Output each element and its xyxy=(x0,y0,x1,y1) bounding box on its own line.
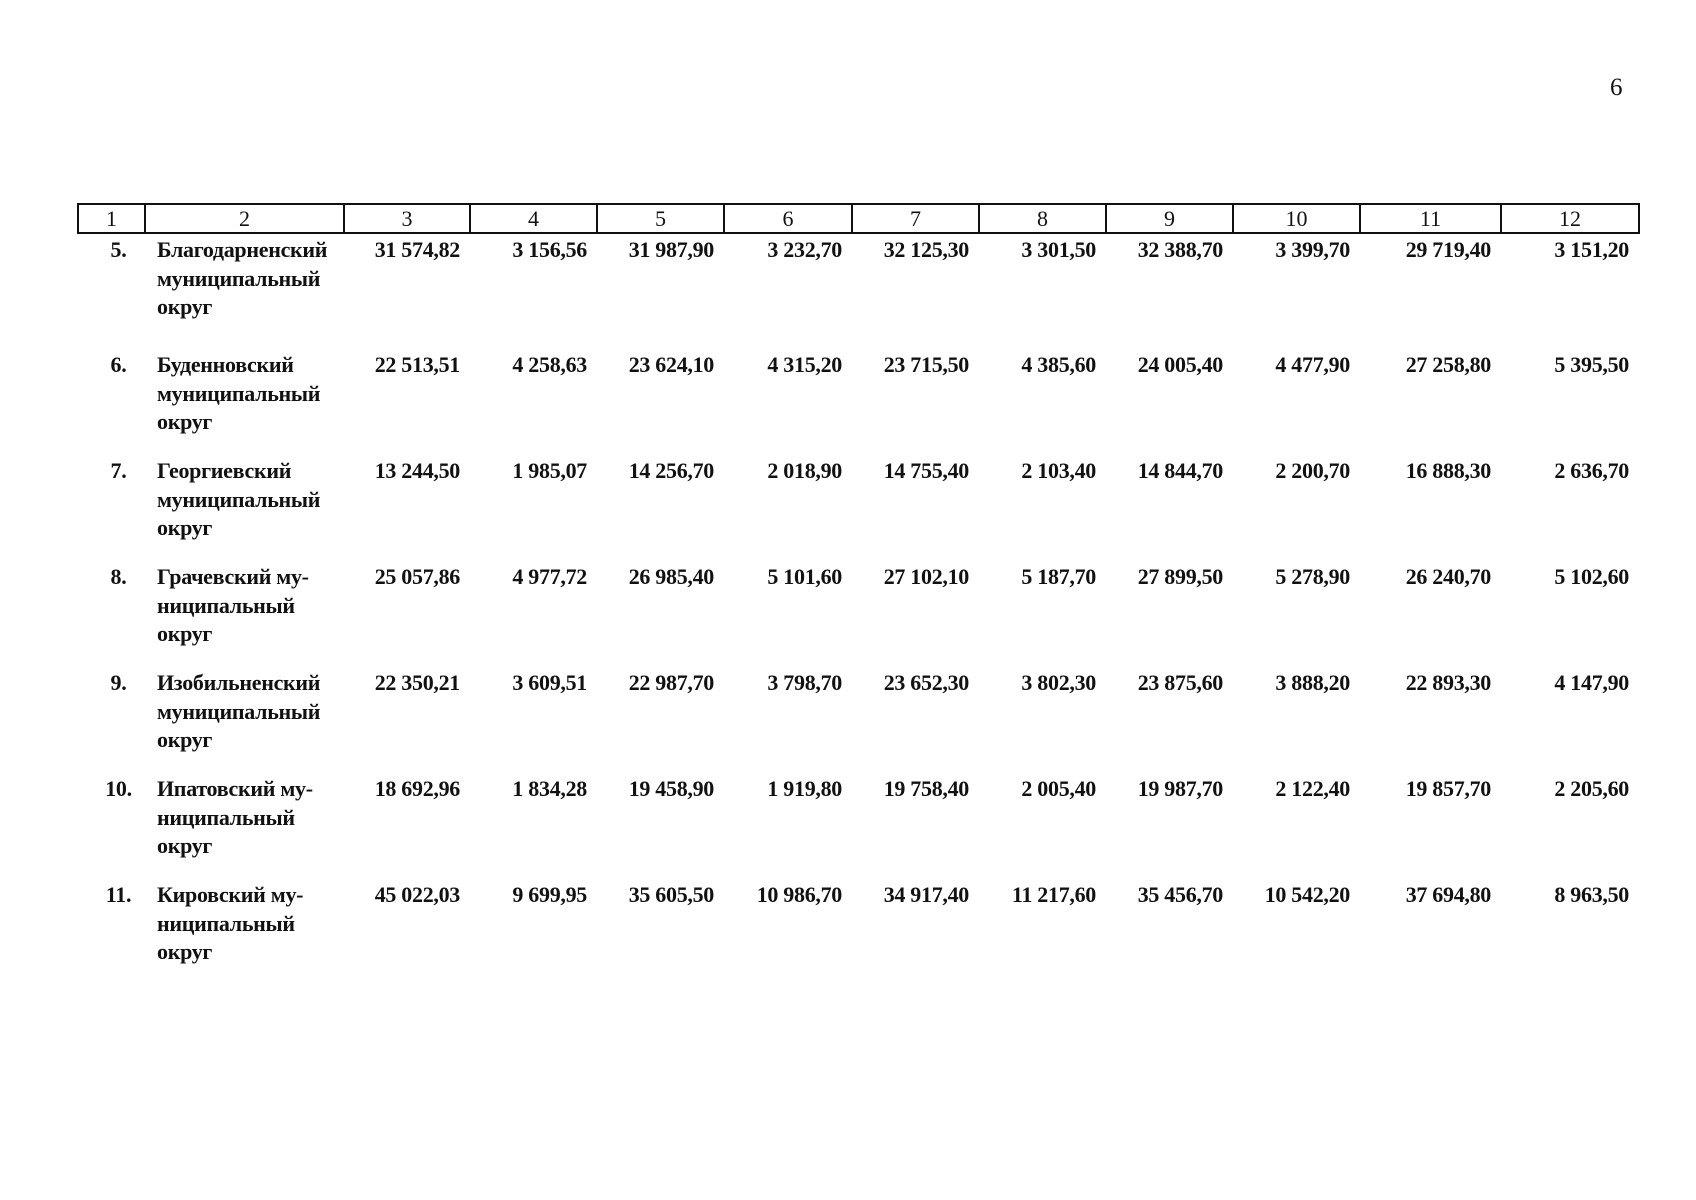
value-cell: 34 917,40 xyxy=(883,882,969,907)
table-row xyxy=(78,769,1639,875)
row-index: 6. xyxy=(110,352,127,377)
value-cell: 32 388,70 xyxy=(1137,237,1223,262)
row-index: 8. xyxy=(110,564,127,589)
value-cell: 3 609,51 xyxy=(512,670,587,695)
column-header: 11 xyxy=(1360,204,1501,233)
row-name: Грачевский му-ниципальный округ xyxy=(157,564,309,646)
value-cell: 19 987,70 xyxy=(1137,776,1223,801)
table-row xyxy=(78,875,1639,981)
value-cell: 23 624,10 xyxy=(628,352,714,377)
value-cell: 2 122,40 xyxy=(1275,776,1350,801)
value-cell: 3 802,30 xyxy=(1021,670,1096,695)
row-name: Ипатовский му-ниципальный округ xyxy=(157,776,313,858)
value-cell: 22 893,30 xyxy=(1405,670,1491,695)
row-name: Кировский му-ниципальный округ xyxy=(157,882,304,964)
column-header: 6 xyxy=(724,204,852,233)
table-row xyxy=(78,451,1639,557)
value-cell: 10 542,20 xyxy=(1264,882,1350,907)
value-cell: 1 919,80 xyxy=(767,776,842,801)
value-cell: 31 987,90 xyxy=(628,237,714,262)
row-index: 7. xyxy=(110,458,127,483)
value-cell: 35 456,70 xyxy=(1137,882,1223,907)
value-cell: 16 888,30 xyxy=(1405,458,1491,483)
column-header: 8 xyxy=(979,204,1106,233)
value-cell: 24 005,40 xyxy=(1137,352,1223,377)
value-cell: 25 057,86 xyxy=(374,564,460,589)
value-cell: 37 694,80 xyxy=(1405,882,1491,907)
value-cell: 3 232,70 xyxy=(767,237,842,262)
value-cell: 19 758,40 xyxy=(883,776,969,801)
page-number: 6 xyxy=(1610,74,1623,101)
row-index: 11. xyxy=(105,882,132,907)
value-cell: 29 719,40 xyxy=(1405,237,1491,262)
value-cell: 4 258,63 xyxy=(512,352,587,377)
column-header: 12 xyxy=(1501,204,1639,233)
table-row xyxy=(78,557,1639,663)
value-cell: 32 125,30 xyxy=(883,237,969,262)
value-cell: 4 147,90 xyxy=(1554,670,1629,695)
data-table xyxy=(77,203,1640,981)
value-cell: 1 985,07 xyxy=(512,458,587,483)
value-cell: 5 101,60 xyxy=(767,564,842,589)
value-cell: 3 798,70 xyxy=(767,670,842,695)
value-cell: 23 875,60 xyxy=(1137,670,1223,695)
value-cell: 5 187,70 xyxy=(1021,564,1096,589)
value-cell: 10 986,70 xyxy=(756,882,842,907)
value-cell: 4 385,60 xyxy=(1021,352,1096,377)
value-cell: 22 987,70 xyxy=(628,670,714,695)
table-row xyxy=(78,345,1639,451)
value-cell: 5 395,50 xyxy=(1554,352,1629,377)
value-cell: 31 574,82 xyxy=(374,237,460,262)
column-header: 4 xyxy=(470,204,597,233)
value-cell: 3 151,20 xyxy=(1554,237,1629,262)
value-cell: 9 699,95 xyxy=(512,882,587,907)
value-cell: 14 256,70 xyxy=(628,458,714,483)
value-cell: 5 102,60 xyxy=(1554,564,1629,589)
row-name: Буденновский муниципальный округ xyxy=(157,352,321,434)
value-cell: 2 018,90 xyxy=(767,458,842,483)
value-cell: 45 022,03 xyxy=(374,882,460,907)
value-cell: 35 605,50 xyxy=(628,882,714,907)
value-cell: 19 857,70 xyxy=(1405,776,1491,801)
value-cell: 13 244,50 xyxy=(374,458,460,483)
value-cell: 23 715,50 xyxy=(883,352,969,377)
value-cell: 2 205,60 xyxy=(1554,776,1629,801)
column-header: 5 xyxy=(597,204,724,233)
column-header: 3 xyxy=(344,204,470,233)
column-header: 9 xyxy=(1106,204,1233,233)
value-cell: 2 200,70 xyxy=(1275,458,1350,483)
column-header: 1 xyxy=(78,204,145,233)
value-cell: 3 888,20 xyxy=(1275,670,1350,695)
column-header: 2 xyxy=(145,204,344,233)
value-cell: 18 692,96 xyxy=(374,776,460,801)
value-cell: 8 963,50 xyxy=(1554,882,1629,907)
value-cell: 2 005,40 xyxy=(1021,776,1096,801)
value-cell: 27 102,10 xyxy=(883,564,969,589)
row-name: Георгиевский муниципальный округ xyxy=(157,458,321,540)
value-cell: 26 985,40 xyxy=(628,564,714,589)
value-cell: 11 217,60 xyxy=(1011,882,1096,907)
value-cell: 3 399,70 xyxy=(1275,237,1350,262)
value-cell: 22 350,21 xyxy=(374,670,460,695)
value-cell: 14 755,40 xyxy=(883,458,969,483)
value-cell: 26 240,70 xyxy=(1405,564,1491,589)
value-cell: 23 652,30 xyxy=(883,670,969,695)
row-index: 9. xyxy=(110,670,127,695)
header-row xyxy=(78,204,1639,233)
row-index: 5. xyxy=(110,237,127,262)
value-cell: 4 315,20 xyxy=(767,352,842,377)
row-name: Благодарненский муниципальный округ xyxy=(157,237,328,319)
value-cell: 2 636,70 xyxy=(1554,458,1629,483)
value-cell: 5 278,90 xyxy=(1275,564,1350,589)
table-row xyxy=(78,233,1639,345)
value-cell: 14 844,70 xyxy=(1137,458,1223,483)
column-header: 7 xyxy=(852,204,979,233)
row-index: 10. xyxy=(105,776,132,801)
value-cell: 4 477,90 xyxy=(1275,352,1350,377)
value-cell: 3 301,50 xyxy=(1021,237,1096,262)
value-cell: 27 899,50 xyxy=(1137,564,1223,589)
value-cell: 1 834,28 xyxy=(512,776,587,801)
value-cell: 3 156,56 xyxy=(512,237,587,262)
value-cell: 27 258,80 xyxy=(1405,352,1491,377)
value-cell: 2 103,40 xyxy=(1021,458,1096,483)
column-header: 10 xyxy=(1233,204,1360,233)
value-cell: 22 513,51 xyxy=(374,352,460,377)
table-row xyxy=(78,663,1639,769)
row-name: Изобильненский муниципальный округ xyxy=(157,670,321,752)
value-cell: 19 458,90 xyxy=(628,776,714,801)
value-cell: 4 977,72 xyxy=(512,564,587,589)
